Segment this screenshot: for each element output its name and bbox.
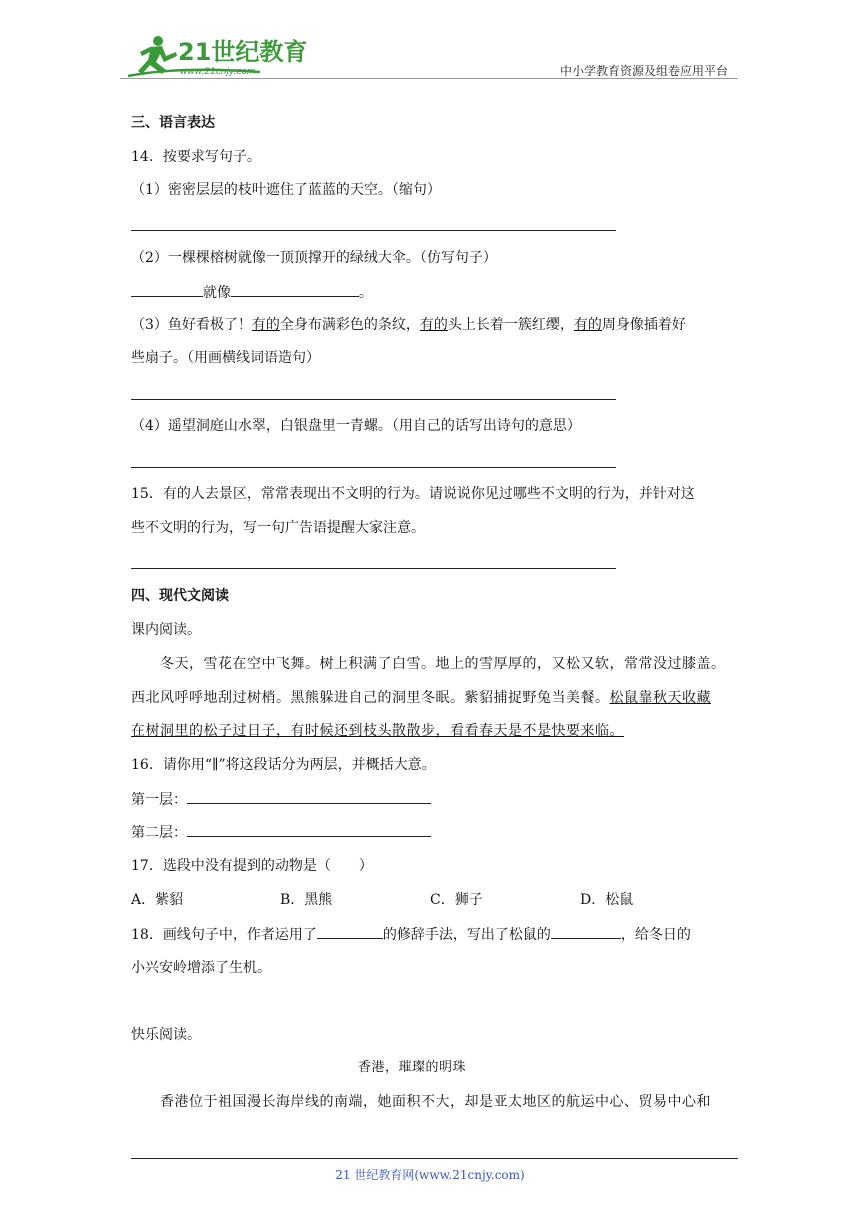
header-divider [120, 78, 738, 79]
q18-blank-2[interactable] [551, 924, 621, 939]
runner-icon [138, 36, 177, 74]
p3-d: 周身像插着好 [601, 317, 686, 333]
fill-blank-2[interactable] [231, 282, 359, 297]
p3-b: 全身布满彩色的条纹， [279, 317, 420, 333]
p3-you3: 有的 [573, 317, 602, 333]
p3-c: 头上长着一簇红缨， [447, 317, 574, 333]
intro-in-class: 课内阅读。 [131, 622, 201, 638]
page-header [120, 32, 740, 80]
q14-part4: （4）遥望洞庭山水翠，白银盘里一青螺。（用自己的话写出诗句的意思） [131, 418, 581, 434]
q18-a: 18．画线句子中，作者运用了 [131, 927, 317, 943]
passage1-line2 [131, 688, 711, 708]
q17-stem: 17．选段中没有提到的动物是（ ） [131, 858, 373, 874]
fill-end: 。 [359, 285, 373, 301]
section4-title: 四、现代文阅读 [131, 588, 229, 604]
answer-line-q15[interactable] [131, 568, 616, 569]
q16-layer2 [131, 822, 431, 843]
header-platform-label: 中小学教育资源及组卷应用平台 [559, 64, 728, 78]
q14-part1: （1）密密层层的枝叶遮住了蓝蓝的天空。（缩句） [131, 182, 441, 198]
q14-part2-fill [131, 282, 373, 303]
logo-url: www.21cnjy.com [180, 67, 256, 77]
q14-stem: 14．按要求写句子。 [131, 149, 261, 165]
section3-title: 三、语言表达 [131, 115, 215, 131]
fill-blank-1[interactable] [131, 282, 203, 297]
q17-option-a[interactable]: A．紫貂 [131, 892, 184, 908]
q18-b: 的修辞手法，写出了松鼠的 [382, 927, 551, 943]
footer-text[interactable]: 21 世纪教育网(www.21cnjy.com) [335, 1168, 525, 1182]
footer-divider [131, 1158, 738, 1159]
q15-line2: 些不文明的行为，写一句广告语提醒大家注意。 [131, 520, 425, 536]
q18-blank-1[interactable] [317, 924, 383, 939]
q17-option-c[interactable]: C．狮子 [430, 892, 483, 908]
passage1-line1: 冬天，雪花在空中飞舞。树上积满了白雪。地上的雪厚厚的，又松又软，常常没过膝盖。 [160, 656, 726, 672]
answer-line-q14-3[interactable] [131, 399, 616, 400]
logo-text: 21世纪教育 [178, 38, 308, 66]
q17-option-b[interactable]: B．黑熊 [280, 892, 333, 908]
q18-c: ，给冬日的 [620, 927, 691, 943]
passage1-line2-plain: 西北风呼呼地刮过树梢。黑熊躲进自己的洞里冬眠。紫貂捕捉野兔当美餐。 [131, 690, 610, 706]
fill-mid: 就像 [203, 285, 231, 301]
passage2-line1: 香港位于祖国漫长海岸线的南端，她面积不大，却是亚太地区的航运中心、贸易中心和 [160, 1094, 711, 1110]
layer1-blank[interactable] [187, 789, 431, 804]
answer-line-q14-1[interactable] [131, 230, 616, 231]
answer-line-q14-4[interactable] [131, 467, 616, 468]
layer2-blank[interactable] [187, 822, 431, 837]
q16-stem: 16．请你用“∥”将这段话分为两层，并概括大意。 [131, 757, 436, 773]
logo-21cnjy [120, 32, 310, 80]
q14-part3 [131, 315, 686, 335]
passage2-title: 香港，璀璨的明珠 [358, 1060, 467, 1075]
passage1-line3-underlined: 在树洞里的松子过日子，有时候还到枝头散散步，看看春天是不是快要来临。 [131, 723, 624, 739]
q14-part3-line2: 些扇子。（用画横线词语造句） [131, 350, 320, 366]
p3-a: （3）鱼好看极了！ [131, 317, 252, 333]
p3-you2: 有的 [419, 317, 448, 333]
q16-layer1 [131, 789, 431, 810]
q15-line1: 15．有的人去景区，常常表现出不文明的行为。请说说你见过哪些不文明的行为，并针对这 [131, 486, 695, 502]
q17-option-d[interactable]: D．松鼠 [580, 892, 634, 908]
passage1-line2-underlined: 松鼠靠秋天收藏 [609, 690, 711, 706]
layer2-label: 第二层： [131, 825, 187, 841]
layer1-label: 第一层： [131, 792, 187, 808]
q18-line2: 小兴安岭增添了生机。 [131, 960, 271, 976]
q18-line1 [131, 924, 691, 945]
intro-happy-reading: 快乐阅读。 [131, 1027, 201, 1043]
q14-part2: （2）一棵棵榕树就像一顶顶撑开的绿绒大伞。（仿写句子） [131, 250, 497, 266]
p3-you1: 有的 [251, 317, 280, 333]
